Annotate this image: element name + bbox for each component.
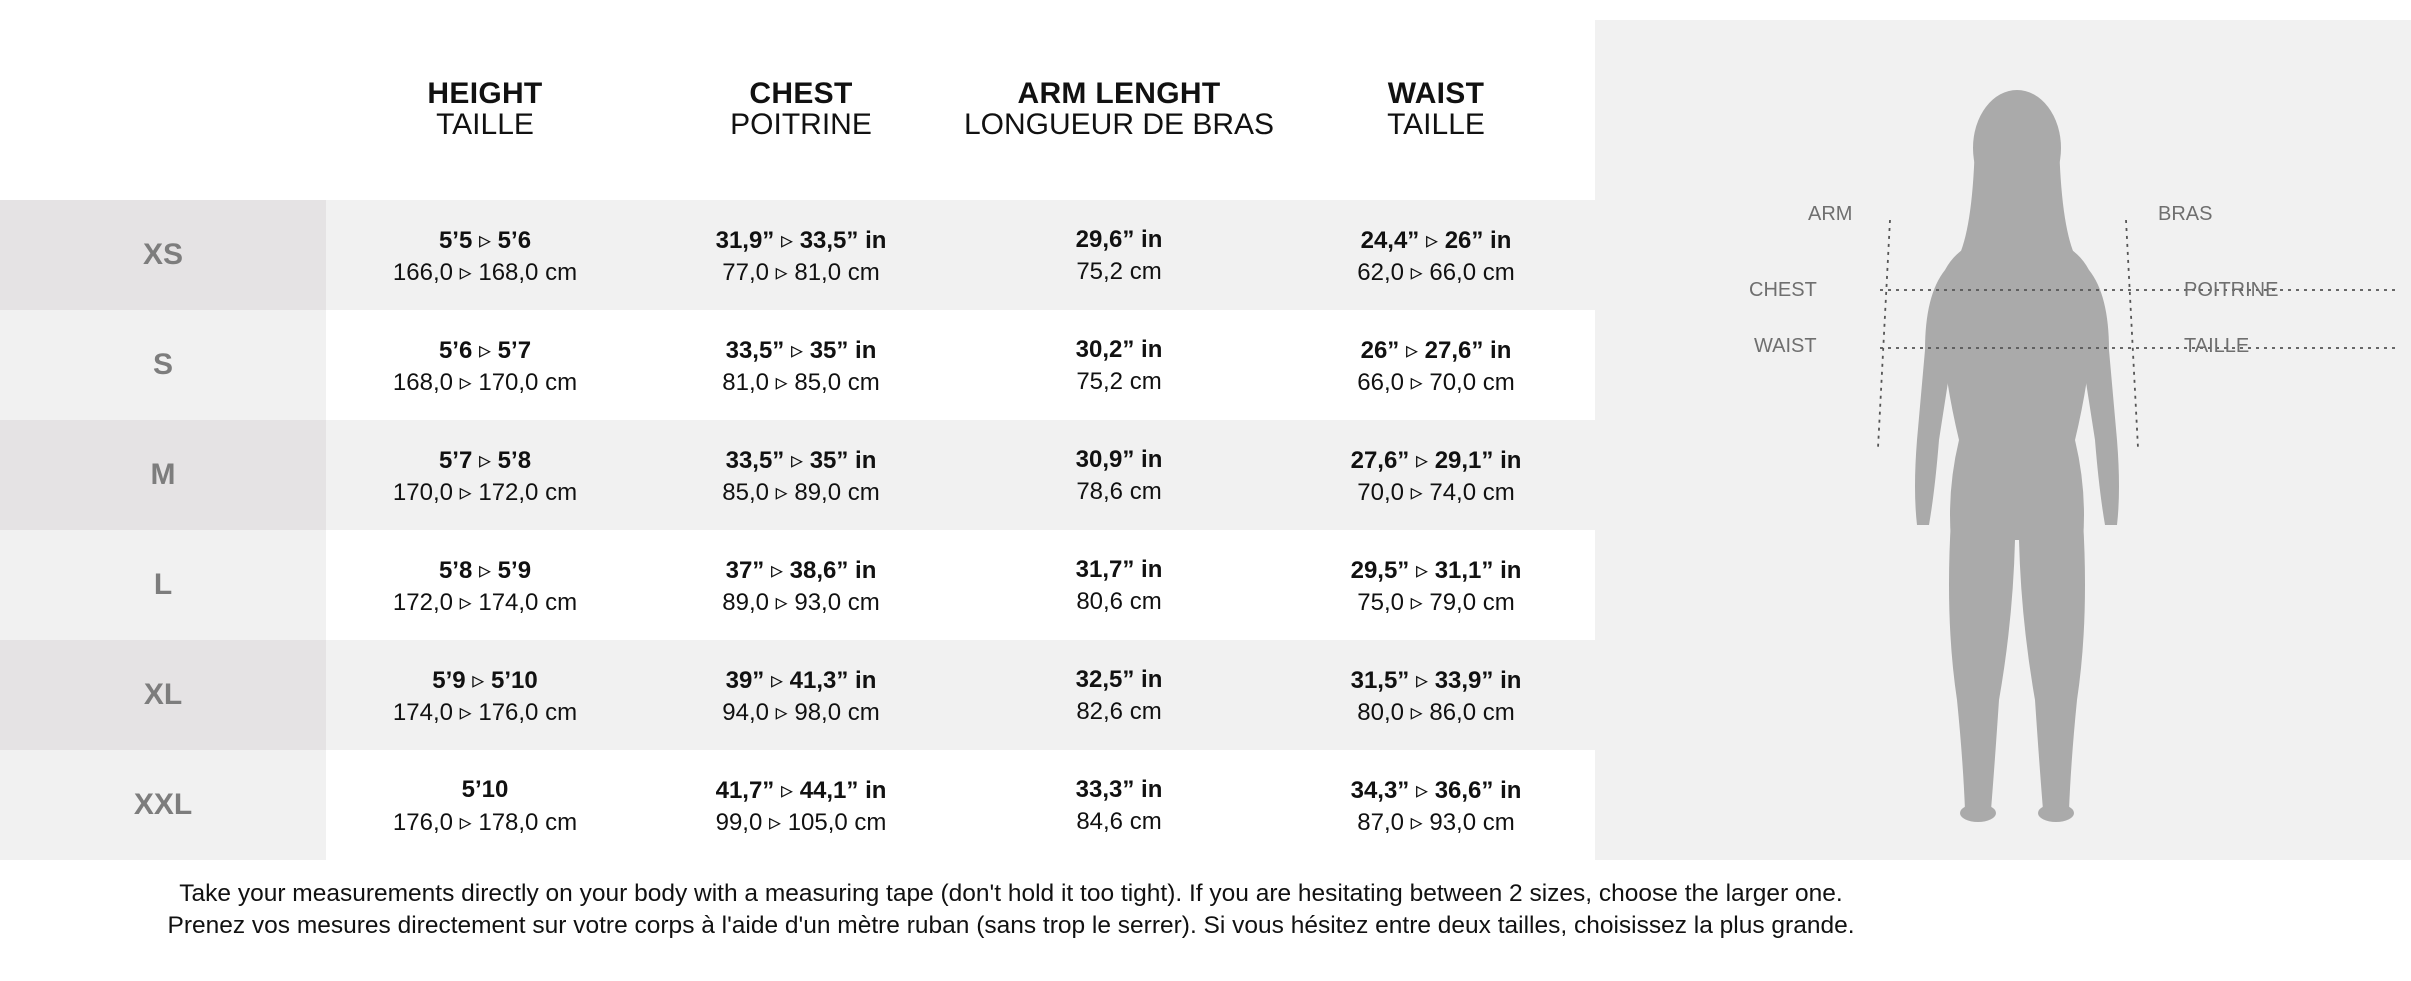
waist-imperial: 34,3” ▹ 36,6” in	[1350, 777, 1522, 804]
height-imperial: 5’5 ▹ 5’6	[438, 227, 532, 254]
arm-guide-left	[1878, 220, 1890, 448]
chest-metric: 81,0 ▹ 85,0 cm	[722, 369, 880, 396]
size-label: S	[0, 310, 326, 420]
chest-imperial: 37” ▹ 38,6” in	[725, 557, 877, 584]
table-row	[0, 420, 1595, 530]
chest-metric: 99,0 ▹ 105,0 cm	[715, 809, 887, 836]
header-height-fr: TAILLE	[436, 108, 534, 141]
chest-imperial: 33,5” ▹ 35” in	[725, 447, 877, 474]
height-metric: 170,0 ▹ 172,0 cm	[392, 479, 578, 506]
label-arm-fr: BRAS	[2158, 203, 2213, 225]
arm-imperial: 29,6” in	[1075, 226, 1163, 253]
label-waist-en: WAIST	[1754, 335, 1817, 357]
waist-imperial: 24,4” ▹ 26” in	[1360, 227, 1512, 254]
measurement-note	[0, 878, 2022, 942]
height-metric: 168,0 ▹ 170,0 cm	[392, 369, 578, 396]
label-waist-fr: TAILLE	[2184, 335, 2250, 357]
arm-guide-right	[2126, 220, 2138, 448]
height-metric: 172,0 ▹ 174,0 cm	[392, 589, 578, 616]
chest-imperial: 41,7” ▹ 44,1” in	[715, 777, 887, 804]
chest-metric: 94,0 ▹ 98,0 cm	[722, 699, 880, 726]
waist-cell	[1246, 200, 1626, 310]
arm-metric: 80,6 cm	[1076, 588, 1162, 615]
woman-silhouette-icon	[1595, 20, 2411, 860]
chest-metric: 77,0 ▹ 81,0 cm	[722, 259, 880, 286]
note-en: Take your measurements directly on your body with a measuring tape (don't hold it too tight). If you are hesitating between 2 sizes, choose the larger one.	[179, 880, 1843, 907]
waist-metric: 80,0 ▹ 86,0 cm	[1357, 699, 1515, 726]
height-metric: 174,0 ▹ 176,0 cm	[392, 699, 578, 726]
arm-metric: 78,6 cm	[1076, 478, 1162, 505]
size-label: M	[0, 420, 326, 530]
measurement-figure-panel	[1595, 20, 2411, 860]
label-arm-en: ARM	[1808, 203, 1853, 225]
note-fr: Prenez vos mesures directement sur votre corps à l'aide d'un mètre ruban (sans trop le serrer). Si vous hésitez entre deux tailles, choisissez la plus grande.	[167, 912, 1855, 939]
size-label: XS	[0, 200, 326, 310]
waist-metric: 75,0 ▹ 79,0 cm	[1357, 589, 1515, 616]
height-imperial: 5’8 ▹ 5’9	[438, 557, 532, 584]
height-imperial: 5’9 ▹ 5’10	[432, 667, 538, 694]
table-row	[0, 640, 1595, 750]
height-imperial: 5’6 ▹ 5’7	[438, 337, 532, 364]
waist-imperial: 27,6” ▹ 29,1” in	[1350, 447, 1522, 474]
label-chest-fr: POITRINE	[2184, 279, 2279, 301]
header-chest-en: CHEST	[749, 77, 853, 110]
arm-imperial: 32,5” in	[1075, 666, 1163, 693]
header-waist-fr: TAILLE	[1387, 108, 1485, 141]
chest-imperial: 31,9” ▹ 33,5” in	[715, 227, 887, 254]
size-label: XXL	[0, 750, 326, 860]
waist-cell	[1246, 750, 1626, 860]
arm-imperial: 33,3” in	[1075, 776, 1163, 803]
waist-imperial: 31,5” ▹ 33,9” in	[1350, 667, 1522, 694]
chest-imperial: 39” ▹ 41,3” in	[725, 667, 877, 694]
size-label: L	[0, 530, 326, 640]
arm-metric: 75,2 cm	[1076, 258, 1162, 285]
waist-cell	[1246, 530, 1626, 640]
size-label: XL	[0, 640, 326, 750]
header-arm-length-en: ARM LENGHT	[1017, 77, 1221, 110]
waist-metric: 66,0 ▹ 70,0 cm	[1357, 369, 1515, 396]
waist-imperial: 26” ▹ 27,6” in	[1360, 337, 1512, 364]
table-row	[0, 530, 1595, 640]
arm-metric: 84,6 cm	[1076, 808, 1162, 835]
header-waist-en: WAIST	[1387, 77, 1485, 110]
arm-imperial: 30,2” in	[1075, 336, 1163, 363]
waist-metric: 87,0 ▹ 93,0 cm	[1357, 809, 1515, 836]
waist-metric: 62,0 ▹ 66,0 cm	[1357, 259, 1515, 286]
chest-metric: 89,0 ▹ 93,0 cm	[722, 589, 880, 616]
arm-metric: 75,2 cm	[1076, 368, 1162, 395]
table-row	[0, 750, 1595, 860]
height-imperial: 5’7 ▹ 5’8	[438, 447, 532, 474]
arm-imperial: 31,7” in	[1075, 556, 1163, 583]
height-imperial: 5’10	[461, 776, 509, 803]
arm-imperial: 30,9” in	[1075, 446, 1163, 473]
header-waist	[1246, 78, 1626, 140]
waist-metric: 70,0 ▹ 74,0 cm	[1357, 479, 1515, 506]
height-metric: 176,0 ▹ 178,0 cm	[392, 809, 578, 836]
waist-cell	[1246, 640, 1626, 750]
header-chest-fr: POITRINE	[730, 108, 872, 141]
header-arm-length-fr: LONGUEUR DE BRAS	[963, 108, 1275, 141]
waist-cell	[1246, 420, 1626, 530]
chest-metric: 85,0 ▹ 89,0 cm	[722, 479, 880, 506]
table-row	[0, 200, 1595, 310]
chest-imperial: 33,5” ▹ 35” in	[725, 337, 877, 364]
label-chest-en: CHEST	[1749, 279, 1817, 301]
header-height-en: HEIGHT	[427, 77, 543, 110]
waist-imperial: 29,5” ▹ 31,1” in	[1350, 557, 1522, 584]
height-metric: 166,0 ▹ 168,0 cm	[392, 259, 578, 286]
arm-metric: 82,6 cm	[1076, 698, 1162, 725]
waist-cell	[1246, 310, 1626, 420]
table-row	[0, 310, 1595, 420]
